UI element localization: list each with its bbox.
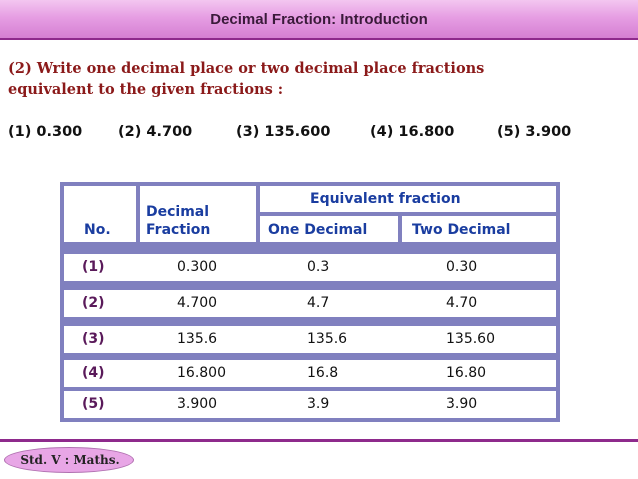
table-row (64, 360, 556, 387)
question-text (8, 58, 628, 100)
row-no: (3) (82, 331, 105, 347)
row-decimal: 4.700 (177, 295, 218, 311)
row-one-decimal: 16.8 (307, 365, 339, 381)
given-item-4 (370, 124, 454, 140)
table-row (64, 254, 556, 281)
equivalence-table (60, 182, 560, 422)
row-decimal: 3.900 (177, 396, 218, 412)
row-two-decimal: 16.80 (446, 365, 487, 381)
table-row (64, 391, 556, 418)
row-one-decimal: 3.9 (307, 396, 330, 412)
question-line-1: (2) Write one decimal place or two decimal place fractions (8, 60, 485, 77)
given-item-5 (497, 124, 571, 140)
row-decimal: 135.6 (177, 331, 218, 347)
given-item-number: (1) (8, 124, 32, 140)
header-equivalent-cell (260, 186, 556, 212)
row-decimal: 0.300 (177, 259, 218, 275)
given-item-value: 135.600 (264, 124, 331, 140)
given-item-number: (3) (236, 124, 260, 140)
header-two: Two Decimal (412, 222, 511, 238)
table-row (64, 290, 556, 317)
header-no-cell (64, 186, 136, 242)
given-item-2 (118, 124, 192, 140)
row-one-decimal: 0.3 (307, 259, 330, 275)
row-two-decimal: 3.90 (446, 396, 478, 412)
row-two-decimal: 135.60 (446, 331, 495, 347)
header-decimal-line2: Fraction (146, 222, 211, 238)
given-item-value: 0.300 (36, 124, 83, 140)
row-no: (5) (82, 396, 105, 412)
header-decimal-line1: Decimal (146, 204, 210, 220)
footer-divider (0, 439, 638, 442)
given-item-value: 16.800 (398, 124, 455, 140)
given-item-number: (4) (370, 124, 394, 140)
header-equivalent: Equivalent fraction (310, 191, 461, 207)
given-item-3 (236, 124, 330, 140)
given-item-1 (8, 124, 82, 140)
header-decimal-cell (140, 186, 256, 242)
header-one-cell (260, 216, 398, 242)
title-bar (0, 0, 638, 40)
row-no: (4) (82, 365, 105, 381)
row-no: (1) (82, 259, 105, 275)
page-title: Decimal Fraction: Introduction (210, 11, 428, 28)
header-two-cell (402, 216, 556, 242)
given-item-value: 4.700 (146, 124, 193, 140)
footer-label: Std. V : Maths. (20, 453, 120, 467)
table-row (64, 326, 556, 353)
row-decimal: 16.800 (177, 365, 226, 381)
given-item-number: (2) (118, 124, 142, 140)
given-item-value: 3.900 (525, 124, 572, 140)
footer-badge (4, 447, 134, 473)
header-no: No. (84, 222, 111, 238)
row-two-decimal: 4.70 (446, 295, 478, 311)
question-line-2: equivalent to the given fractions : (8, 81, 284, 98)
header-one: One Decimal (268, 222, 368, 238)
given-item-number: (5) (497, 124, 521, 140)
row-one-decimal: 4.7 (307, 295, 330, 311)
row-no: (2) (82, 295, 105, 311)
row-one-decimal: 135.6 (307, 331, 348, 347)
row-two-decimal: 0.30 (446, 259, 478, 275)
